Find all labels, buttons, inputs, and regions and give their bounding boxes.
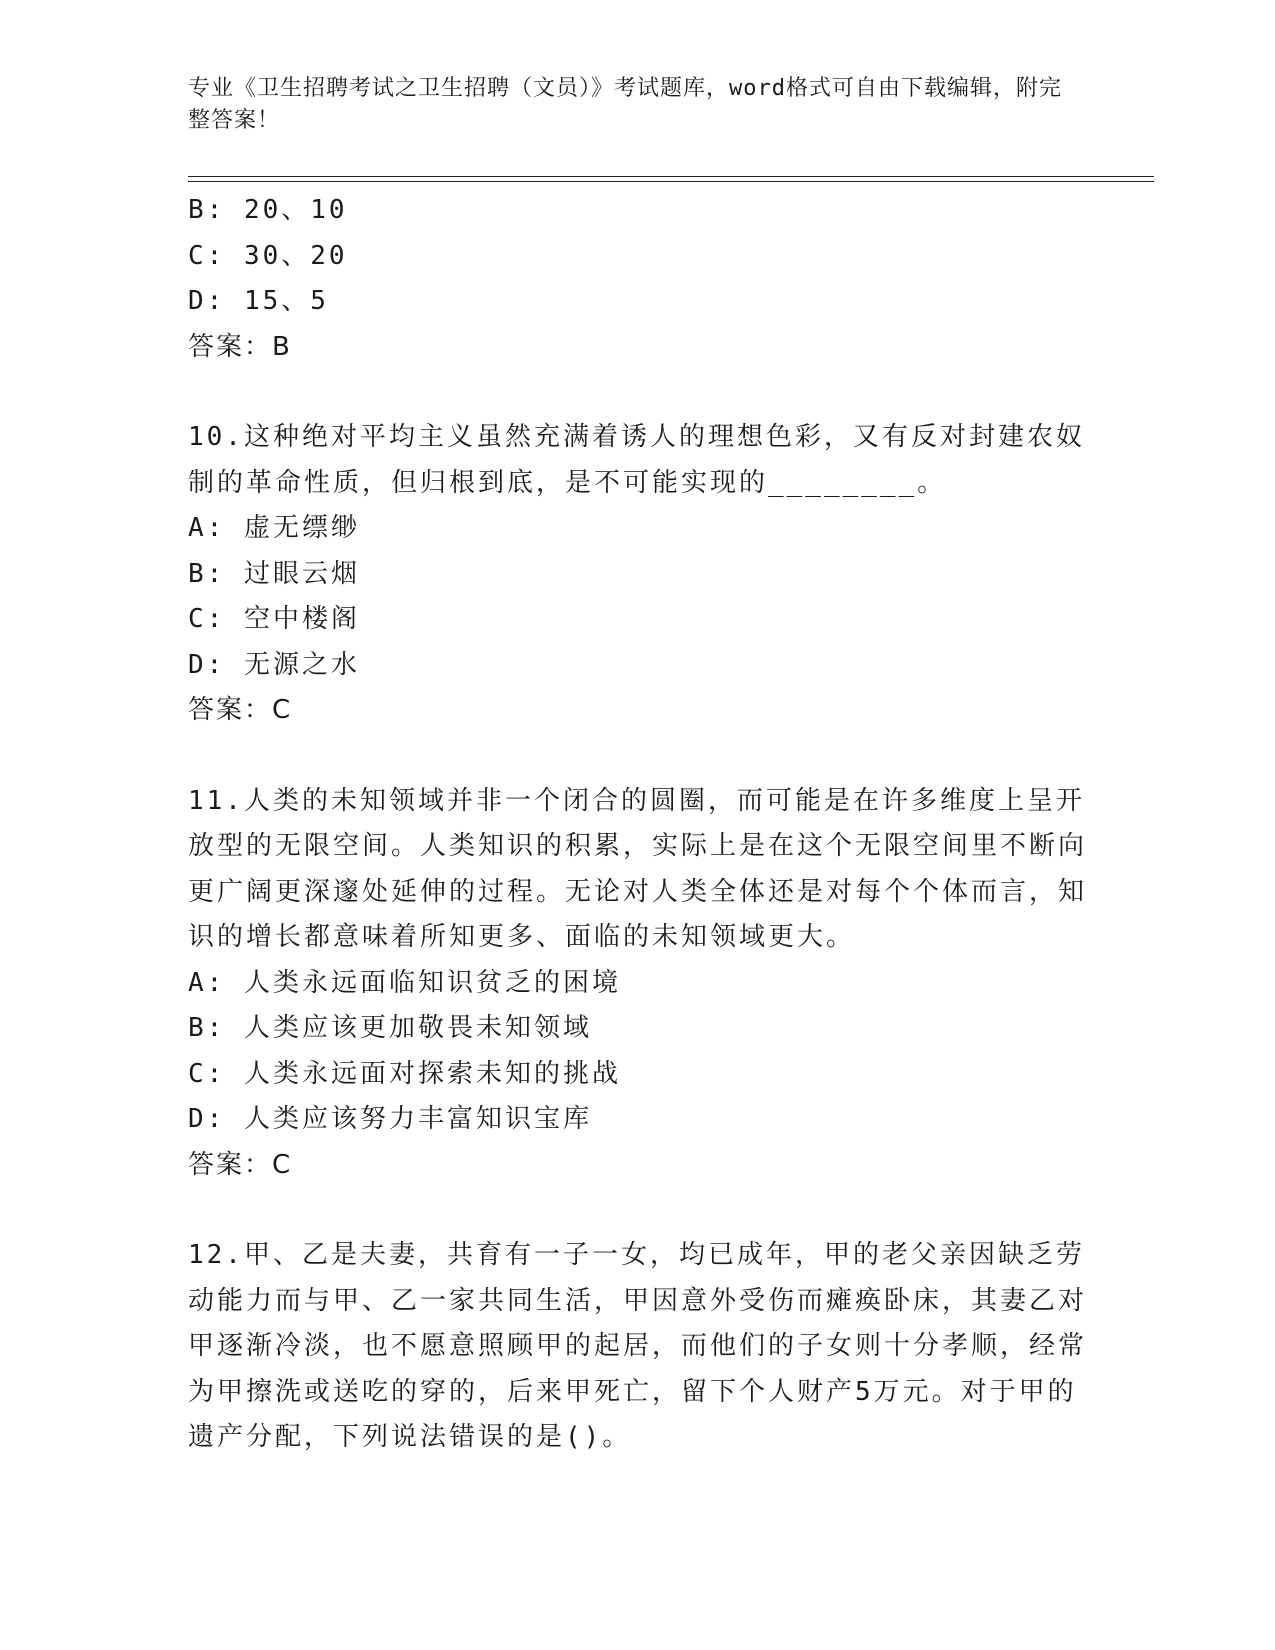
document-body	[188, 188, 1088, 1461]
header-divider-bottom	[188, 181, 1154, 182]
question-text: 11.人类的未知领域并非一个闭合的圆圈，而可能是在许多维度上呈开放型的无限空间。人类知识的积累，实际上是在这个无限空间里不断向更广阔更深邃处延伸的过程。无论对人类全体还是对每个个体而言，知识的增长都意味着所知更多、面临的未知领域更大。	[188, 785, 1088, 952]
answer-line	[188, 325, 1088, 371]
question-9-continued	[188, 188, 1088, 370]
answer-value: C	[272, 695, 293, 725]
question-11	[188, 779, 1088, 1189]
header-divider-top	[188, 176, 1154, 177]
option-c: C: 30、20	[188, 240, 348, 271]
answer-value: B	[272, 331, 292, 362]
answer-line	[188, 1143, 1088, 1189]
option-d: D: 人类应该努力丰富知识宝库	[188, 1104, 592, 1134]
option-c: C: 空中楼阁	[188, 604, 360, 634]
option-b: B: 20、10	[188, 195, 348, 225]
answer-label: 答案：	[188, 695, 273, 725]
option-d: D: 15、5	[188, 286, 329, 316]
answer-value: C	[272, 1149, 293, 1180]
question-text: 12.甲、乙是夫妻，共育有一子一女，均已成年，甲的老父亲因缺乏劳动能力而与甲、乙一家共同生活，甲因意外受伤而瘫痪卧床，其妻乙对甲逐渐冷淡，也不愿意照顾甲的起居，而他们的子女则十分孝顺，经常为甲擦洗或送吃的穿的，后来甲死亡，留下个人财产5万元。对于甲的遗产分配，下列说法错误的是()。	[188, 1240, 1088, 1452]
option-a: A: 人类永远面临知识贫乏的困境	[188, 967, 621, 998]
option-c: C: 人类永远面对探索未知的挑战	[188, 1058, 621, 1089]
option-a: A: 虚无缥缈	[188, 513, 360, 543]
option-b: B: 人类应该更加敬畏未知领域	[188, 1013, 592, 1043]
option-d: D: 无源之水	[188, 649, 360, 680]
question-12	[188, 1233, 1088, 1461]
answer-line	[188, 688, 1088, 734]
page-header: 专业《卫生招聘考试之卫生招聘（文员）》考试题库，word格式可自由下载编辑，附完整答案！	[188, 76, 1062, 133]
question-text: 10.这种绝对平均主义虽然充满着诱人的理想色彩，又有反对封建农奴制的革命性质，但归根到底，是不可能实现的________。	[188, 422, 1085, 498]
answer-label: 答案：	[188, 331, 273, 362]
answer-label: 答案：	[188, 1149, 273, 1180]
question-10	[188, 415, 1088, 734]
option-b: B: 过眼云烟	[188, 558, 360, 589]
